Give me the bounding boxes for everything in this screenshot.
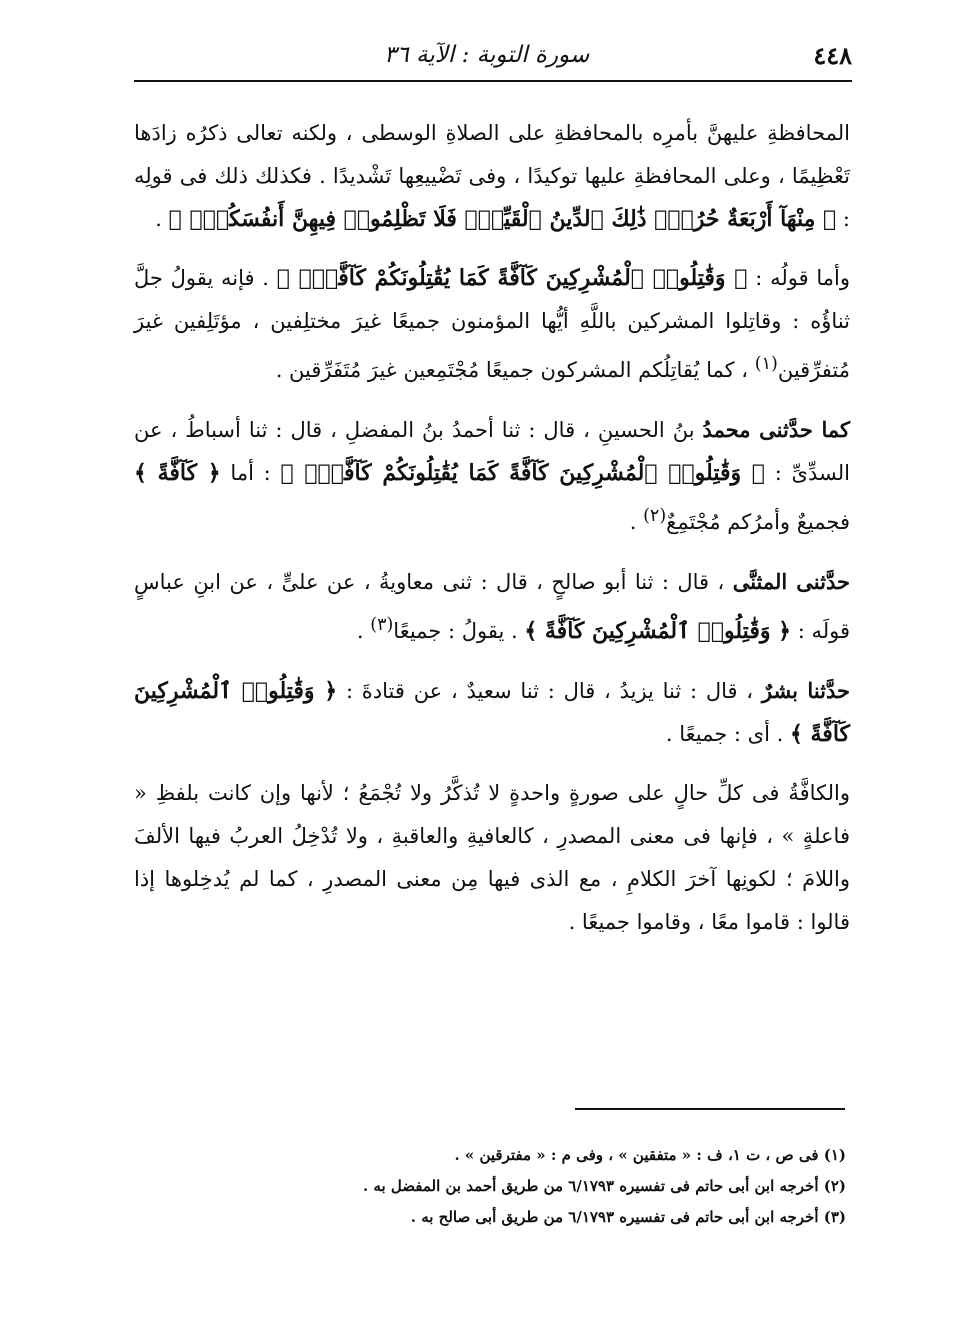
paragraph-6: [134, 772, 850, 944]
main-text: [134, 112, 850, 960]
isnad-start: حدَّثنا بشرٌ: [761, 678, 851, 703]
quran-quote: ﴿ مِنْهَآ أَرْبَعَةٌ حُرُمٌۚ ذَٰلِكَ ٱلدِّينُ ٱلْقَيِّمُۚ فَلَا تَظْلِمُوا۟ فِيهِنَّ أَنفُسَكُمْۚ ﴾: [168, 206, 837, 232]
paragraph-5: [134, 669, 850, 756]
punctuation: .: [356, 619, 364, 643]
header-rule: [134, 80, 852, 82]
paragraph-2-text: . فإنه يقولُ جلَّ ثناؤُه : وقاتِلوا المشركين باللَّهِ أيُّها المؤمنون جميعًا غيرَ مختلِفين ، مؤتَلِفين غيرَ مُتفرِّقين: [134, 266, 850, 382]
paragraph-3-end: فجميعٌ وأمرُكم مُجْتَمِعٌ: [666, 510, 850, 534]
quran-quote: ﴿ وَقَٰتِلُوا۟ ٱلْمُشْرِكِينَ كَآفَّةً ﴾: [134, 678, 850, 747]
paragraph-5-text: ، قال : ثنا يزيدُ ، قال : ثنا سعيدٌ ، عن قتادةَ :: [345, 679, 754, 703]
paragraph-6-text: والكافَّةُ فى كلِّ حالٍ على صورةٍ واحدةٍ لا تُذكَّرُ ولا تُجْمَعُ ؛ لأنها وإن كانت بلفظِ « فاعلةٍ » ، فإنها فى معنى المصدرِ ، كالعافيةِ والعاقبةِ ، ولا تُدْخِلُ العربُ فيها الألفَ واللامَ ؛ لكونِها آخرَ الكلامِ ، مع الذى فيها مِن معنى المصدرِ ، كما لم يُدخِلوها إذا قالوا : قاموا معًا ، وقاموا جميعًا .: [134, 781, 850, 934]
paragraph-4: [134, 560, 850, 653]
quran-quote: ﴿ وَقَٰتِلُوا۟ ٱلْمُشْرِكِينَ كَآفَّةً كَمَا يُقَٰتِلُونَكُمْ كَآفَّةًۚ ﴾: [280, 460, 766, 486]
footnote-1: (١) فى ص ، ت ١، ف : « متفقين » ، وفى م : « مفترقين » .: [454, 1146, 846, 1164]
quran-quote: ﴿ وَقَٰتِلُوا۟ ٱلْمُشْرِكِينَ كَآفَّةً كَمَا يُقَٰتِلُونَكُمْ كَآفَّةًۚ ﴾: [276, 265, 748, 291]
quran-quote: ﴿ كَآفَّةً ﴾: [134, 460, 221, 486]
paragraph-4-end: . يقولُ : جميعًا: [393, 619, 518, 643]
footnote-2: (٢) أخرجه ابن أبى حاتم فى تفسيره ٦/١٧٩٣ من طريق أحمد بن المفضل به .: [362, 1177, 846, 1195]
footnote-ref-2: (٢): [643, 506, 667, 526]
isnad-start: حدَّثنى المثنَّى: [732, 569, 850, 594]
footnote-3: (٣) أخرجه ابن أبى حاتم فى تفسيره ٦/١٧٩٣ من طريق أبى صالح به .: [410, 1208, 846, 1226]
footnote-ref-1: (١): [754, 354, 778, 374]
footnotes: [134, 1140, 846, 1233]
punctuation: .: [629, 510, 637, 534]
page-header: [134, 30, 852, 80]
paragraph-2: [134, 257, 850, 392]
footnote-rule: [575, 1108, 845, 1110]
paragraph-3-mid: : أما: [230, 461, 271, 485]
paragraph-4-text: ، قال : ثنا أبو صالحٍ ، قال : ثنى معاويةُ ، عن علىٍّ ، عن ابنِ عباسٍ قولَه :: [134, 570, 850, 643]
paragraph-2-start: وأما قولُه :: [755, 266, 850, 290]
isnad-start: كما حدَّثنى محمدُ: [702, 417, 850, 442]
quran-quote: ﴿ وَقَٰتِلُوا۟ ٱلْمُشْرِكِينَ كَآفَّةً ﴾: [524, 618, 792, 644]
paragraph-3: [134, 408, 850, 544]
page-number: ٤٤٨: [813, 40, 852, 70]
paragraph-1: [134, 112, 850, 241]
paragraph-2-end: ، كما يُقاتِلُكم المشركون جميعًا مُجْتَمِعين غيرَ مُتَفَرِّقين .: [275, 358, 749, 382]
paragraph-3-text: بنُ الحسينِ ، قال : ثنا أحمدُ بنُ المفضلِ ، قال : ثنا أسباطُ ، عن السدِّىِّ :: [134, 418, 850, 485]
punctuation: .: [155, 207, 162, 231]
running-title: سورة التوبة : الآية ٣٦: [384, 42, 590, 68]
paragraph-1-text: المحافظةِ عليهنَّ بأمرِه بالمحافظةِ على الصلاةِ الوسطى ، ولكنه تعالى ذكرُه زادَها تَعْظِيمًا ، وعلى المحافظةِ عليها توكيدًا ، وفى تَضْييعِها تَشْديدًا . فكذلك ذلك فى قولِه :: [134, 121, 850, 231]
footnote-ref-3: (٣): [370, 615, 394, 635]
paragraph-5-end: . أى : جميعًا .: [665, 722, 784, 746]
